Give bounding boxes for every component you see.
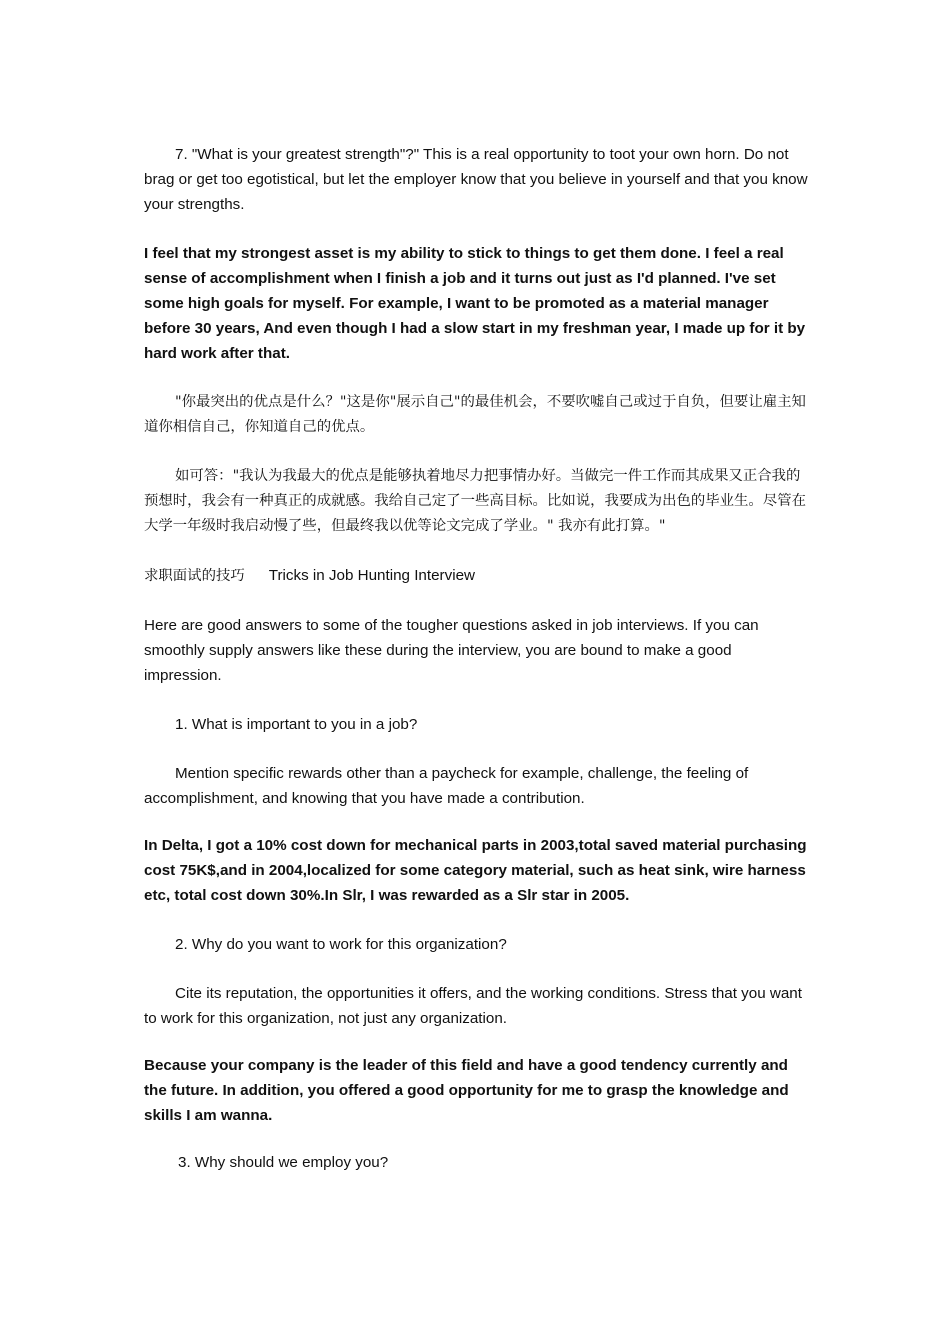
section-title-chinese: 求职面试的技巧 [144,568,245,584]
question-7-intro: 7. "What is your greatest strength"?" This is a real opportunity to toot your own horn. Do not brag or get too egotistical, but let the employer know that you believe in yourself and that you know your strengths. [144,146,808,213]
question-3: 3. Why should we employ you? [178,1154,389,1171]
section-intro: Here are good answers to some of the tougher questions asked in job interviews. If you can smoothly supply answers like these during the interview, you are bound to make a good impression. [144,617,759,684]
question-7-chinese-intro: "你最突出的优点是什么？"这是你"展示自己"的最佳机会，不要吹嘘自己或过于自负，但要让雇主知道你相信自己，你知道自己的优点。 [144,394,806,435]
question-2-answer: Because your company is the leader of this field and have a good tendency currently and the future. In addition, you offered a good opportunity for me to grasp the knowledge and skills I am wanna. [144,1057,789,1124]
question-1: 1. What is important to you in a job? [175,716,418,733]
section-title [144,563,810,589]
section-title-english: Tricks in Job Hunting Interview [268,567,475,584]
document-body [144,142,810,1175]
question-1-tip: Mention specific rewards other than a paycheck for example, challenge, the feeling of accomplishment, and knowing that you have made a contribution. [144,765,749,807]
question-1-answer: In Delta, I got a 10% cost down for mechanical parts in 2003,total saved material purchasing cost 75K$,and in 2004,localized for some category material, such as heat sink, wire harness etc, total cost down 30%.In Slr, I was rewarded as a Slr star in 2005. [144,837,807,904]
question-2: 2. Why do you want to work for this organization? [175,936,507,953]
question-7-chinese-answer: 如可答："我认为我最大的优点是能够执着地尽力把事情办好。当做完一件工作而其成果又正合我的预想时，我会有一种真正的成就感。我给自己定了一些高目标。比如说，我要成为出色的毕业生。尽管在大学一年级时我启动慢了些，但最终我以优等论文完成了学业。" 我亦有此打算。" [144,468,806,534]
question-2-tip: Cite its reputation, the opportunities it offers, and the working conditions. Stress that you want to work for this organization, not just any organization. [144,985,802,1027]
question-7-answer: I feel that my strongest asset is my ability to stick to things to get them done. I feel a real sense of accomplishment when I finish a job and it turns out just as I'd planned. I've set some high goals for myself. For example, I want to be promoted as a material manager before 30 years, And even though I had a slow start in my freshman year, I made up for it by hard work after that. [144,245,806,362]
